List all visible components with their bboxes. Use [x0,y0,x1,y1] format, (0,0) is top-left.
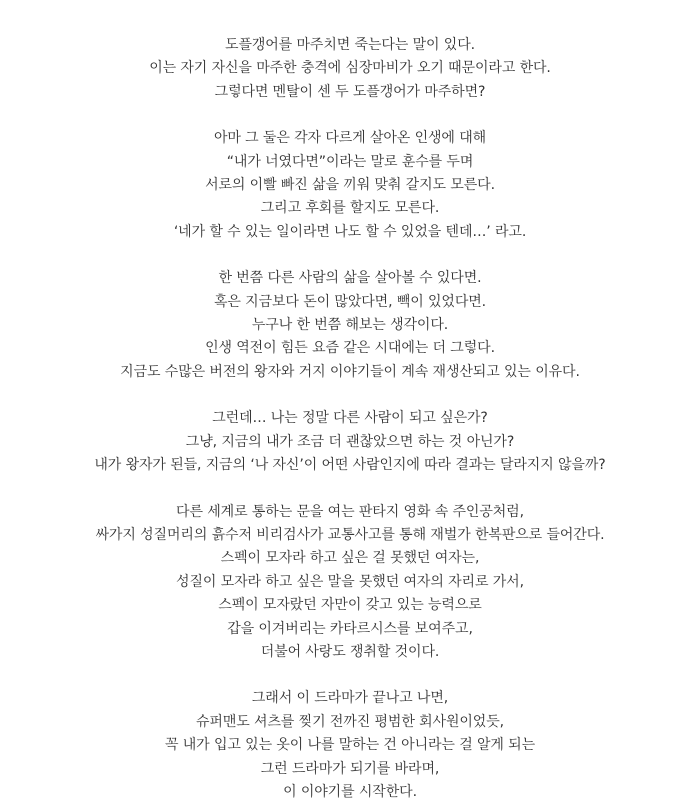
text-line: 스펙이 모자랐던 자만이 갖고 있는 능력으로 [218,597,482,614]
paragraph-regret [0,127,700,244]
paragraph-closing [0,687,700,804]
text-line: 성질이 모자라 하고 싶은 말을 못했던 여자의 자리로 가서, [176,573,524,590]
text-line: 그래서 이 드라마가 끝나고 나면, [251,690,449,707]
text-line: 슈퍼맨도 셔츠를 찢기 전까진 평범한 회사원이었듯, [195,713,504,730]
text-line: 더불어 사랑도 쟁취할 것이다. [260,643,440,660]
paragraph-question [0,407,700,477]
paragraph-another-life [0,267,700,384]
text-line: 꼭 내가 입고 있는 옷이 나를 말하는 건 아니라는 걸 알게 되는 [164,737,536,754]
text-line: 그런데… 나는 정말 다른 사람이 되고 싶은가? [212,410,488,427]
text-line: 싸가지 성질머리의 흙수저 비리검사가 교통사고를 통해 재벌가 한복판으로 들어간다. [95,526,605,543]
text-line: 아마 그 둘은 각자 다르게 살아온 인생에 대해 [213,130,487,147]
text-line: 도플갱어를 마주치면 죽는다는 말이 있다. [225,37,475,53]
text-line: 지금도 수많은 버전의 왕자와 거지 이야기들이 계속 재생산되고 있는 이유다. [120,363,580,380]
text-line: 그렇다면 멘탈이 센 두 도플갱어가 마주하면? [214,83,486,100]
text-line: 서로의 이빨 빠진 삶을 끼워 맞춰 갈지도 모른다. [205,177,495,194]
text-line: 다른 세계로 통하는 문을 여는 판타지 영화 속 주인공처럼, [176,503,524,520]
text-line: 내가 왕자가 된들, 지금의 ‘나 자신’이 어떤 사람인지에 따라 결과는 달라지지 않을까? [94,457,606,474]
text-line: 누구나 한 번쯤 해보는 생각이다. [251,317,449,334]
paragraph-doppelganger [0,34,700,104]
text-line: 그냥, 지금의 내가 조금 더 괜찮았으면 하는 것 아닌가? [185,433,515,450]
text-line: 한 번쯤 다른 사람의 삶을 살아볼 수 있다면. [218,270,482,287]
text-line: ‘네가 할 수 있는 일이라면 나도 할 수 있었을 텐데…’ 라고. [173,223,527,240]
text-line: 그리고 후회를 할지도 모른다. [260,200,440,217]
text-line: “내가 너였다면”이라는 말로 훈수를 두며 [226,153,474,170]
text-line: 그런 드라마가 되기를 바라며, [260,760,440,777]
document-body [0,34,700,804]
text-line: 혹은 지금보다 돈이 많았다면, 빽이 있었다면. [213,293,487,310]
text-line: 이 이야기를 시작한다. [283,783,417,800]
text-line: 갑을 이겨버리는 카타르시스를 보여주고, [227,620,473,637]
paragraph-plot [0,501,700,665]
text-line: 이는 자기 자신을 마주한 충격에 심장마비가 오기 때문이라고 한다. [149,60,551,77]
text-line: 인생 역전이 힘든 요즘 같은 시대에는 더 그렇다. [205,340,495,357]
text-line: 스펙이 모자라 하고 싶은 걸 못했던 여자는, [220,550,480,567]
